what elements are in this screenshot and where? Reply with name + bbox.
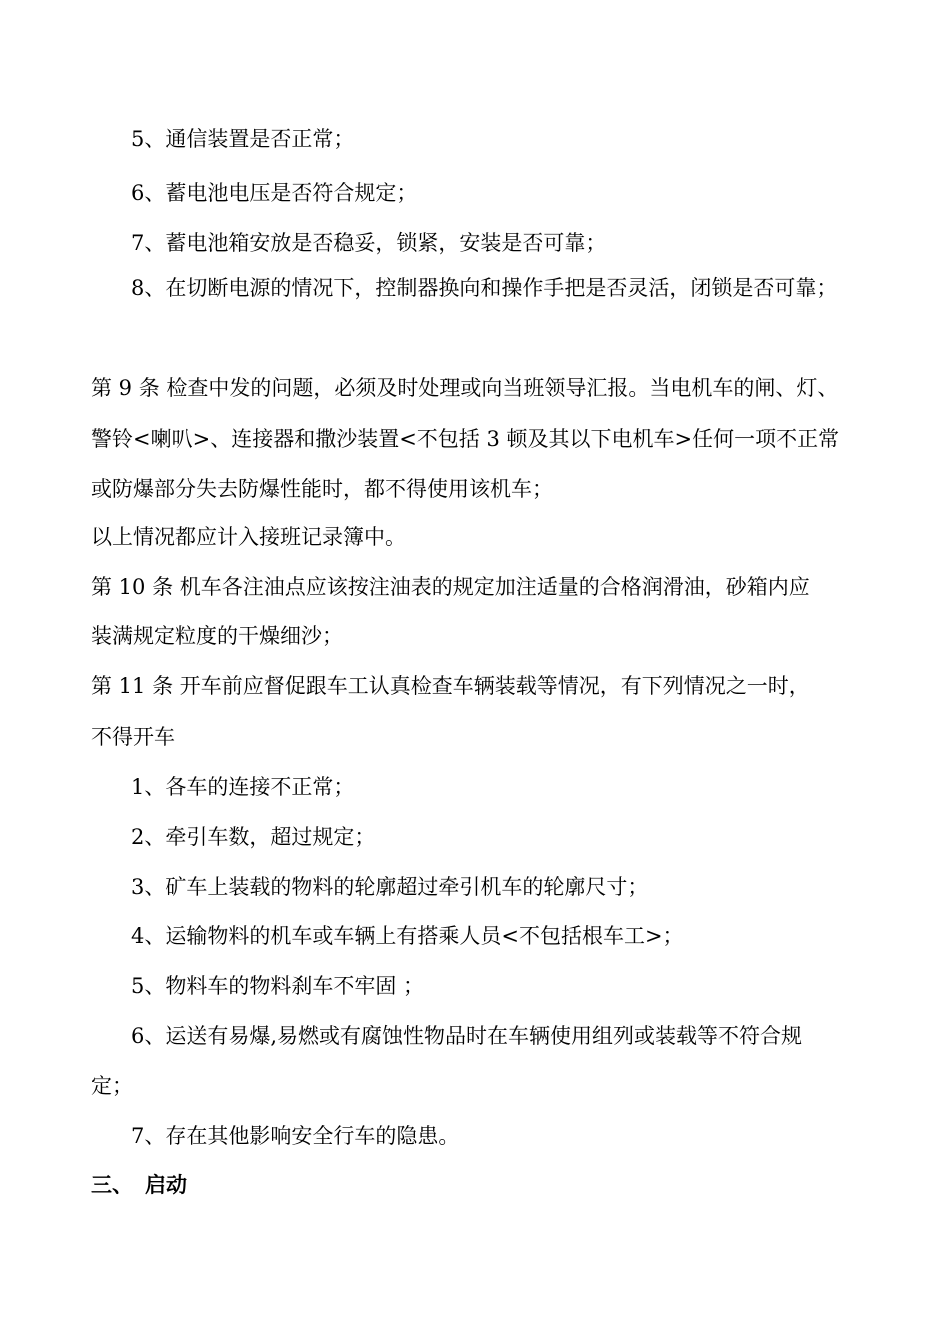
section-number: 三、 xyxy=(91,1173,133,1197)
checklist-item: 6、蓄电池电压是否符合规定； xyxy=(131,181,418,205)
article-9-line: 第 9 条 检查中发的问题，必须及时处理或向当班领导汇报。当电机车的闸、灯、 xyxy=(91,376,839,400)
article-10-line: 第 10 条 机车各注油点应该按注油表的规定加注适量的合格润滑油，砂箱内应 xyxy=(91,575,810,599)
article-11-line: 第 11 条 开车前应督促跟车工认真检查车辆装载等情况，有下列情况之一时， xyxy=(91,674,810,698)
article-10-line: 装满规定粒度的干燥细沙； xyxy=(91,624,343,648)
checklist-item: 5、通信装置是否正常； xyxy=(131,127,355,151)
checklist-item: 3、矿车上装载的物料的轮廓超过牵引机车的轮廓尺寸； xyxy=(131,875,649,899)
article-9-line: 或防爆部分失去防爆性能时，都不得使用该机车； xyxy=(91,477,553,501)
checklist-item: 1、各车的连接不正常； xyxy=(131,775,355,799)
section-heading xyxy=(91,1170,187,1200)
checklist-item: 2、牵引车数，超过规定； xyxy=(131,825,376,849)
article-9-line: 警铃<喇叭>、连接器和撒沙装置<不包括 3 顿及其以下电机车>任何一项不正常 xyxy=(91,427,840,451)
checklist-item: 7、蓄电池箱安放是否稳妥，锁紧，安装是否可靠； xyxy=(131,231,607,255)
checklist-item: 7、存在其他影响安全行车的隐患。 xyxy=(131,1124,460,1148)
article-9-line: 以上情况都应计入接班记录簿中。 xyxy=(91,525,406,549)
checklist-item: 8、在切断电源的情况下，控制器换向和操作手把是否灵活，闭锁是否可靠； xyxy=(131,276,838,300)
checklist-item-continuation: 定； xyxy=(91,1074,133,1098)
section-title: 启动 xyxy=(145,1173,187,1197)
checklist-item: 4、运输物料的机车或车辆上有搭乘人员<不包括根车工>； xyxy=(131,924,684,948)
checklist-item: 6、运送有易爆,易燃或有腐蚀性物品时在车辆使用组列或装载等不符合规 xyxy=(131,1024,803,1048)
article-11-line: 不得开车 xyxy=(91,725,175,749)
checklist-item: 5、物料车的物料刹车不牢固 ； xyxy=(131,974,425,998)
